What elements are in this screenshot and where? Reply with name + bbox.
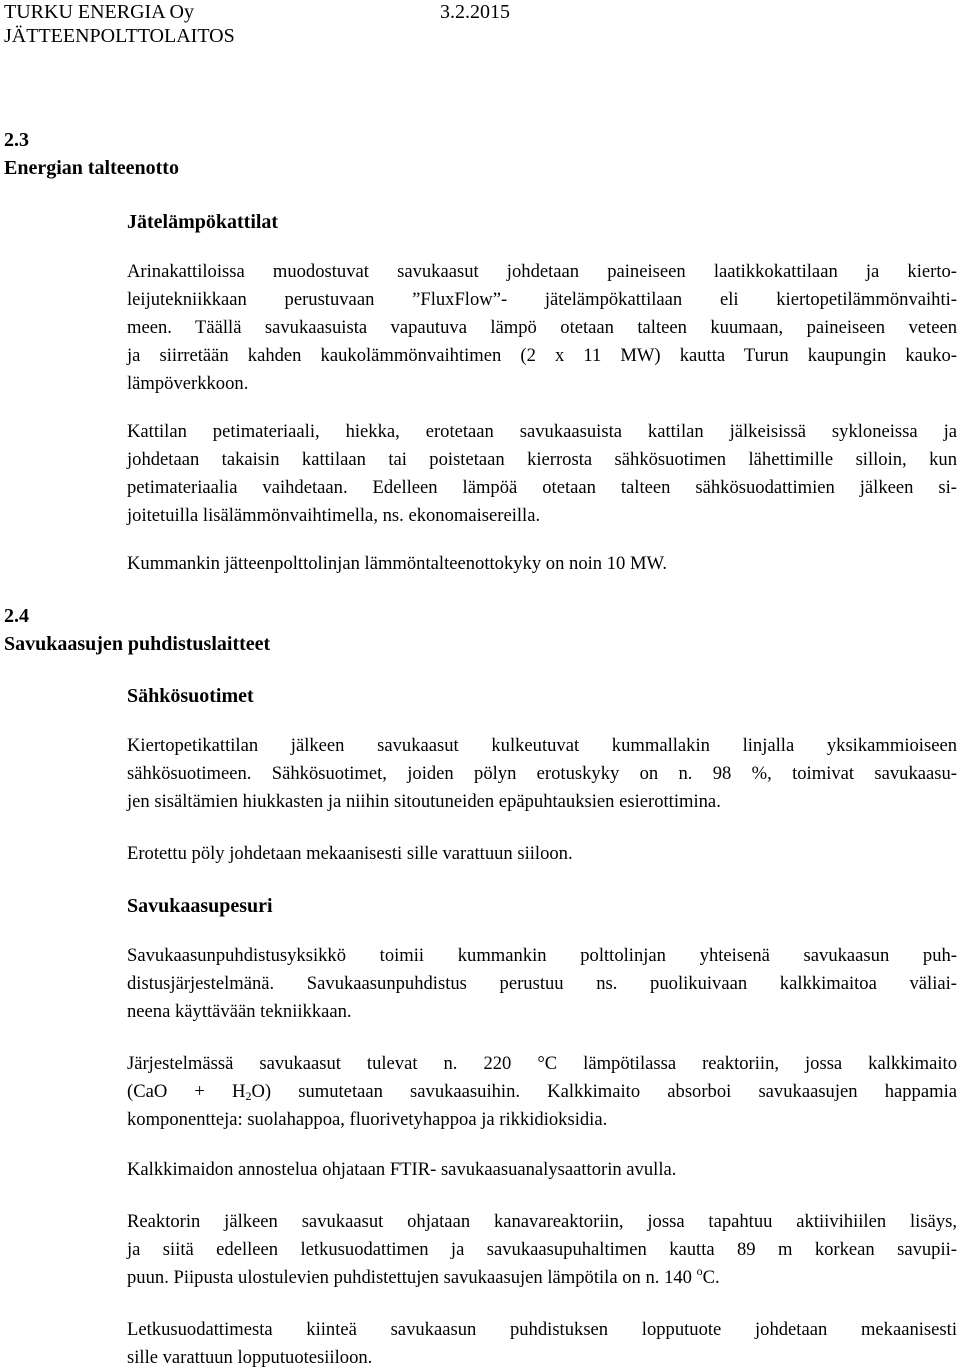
paragraph (127, 1156, 957, 1184)
section-number: 2.4 (4, 605, 29, 627)
superscript: o (696, 1264, 703, 1278)
text-line: Kattilan petimateriaali, hiekka, erotetaan savukaasuista kattilan jälkeisissä sykloneissa ja (127, 421, 957, 442)
text-fragment: O) sumutetaan savukaasuihin. Kalkkimaito absorboi savukaasujen happamia (251, 1081, 957, 1102)
text-line: distusjärjestelmänä. Savukaasunpuhdistus perustuu ns. puolikuivaan kalkkimaitoa väliai- (127, 973, 957, 994)
text-line: Erotettu pöly johdetaan mekaanisesti sille varattuun siiloon. (127, 843, 573, 864)
paragraph (127, 1316, 957, 1372)
text-line: komponentteja: suolahappoa, fluorivetyhappoa ja rikkidioksidia. (127, 1109, 608, 1130)
text-line: petimateriaalia vaihdetaan. Edelleen lämpöä otetaan talteen sähkösuodattimien jälkeen si- (127, 477, 957, 498)
paragraph (127, 840, 957, 868)
text-line: Savukaasunpuhdistusyksikkö toimii kummankin polttolinjan yhteisenä savukaasun puh- (127, 945, 957, 966)
paragraph (127, 1208, 957, 1292)
text-line: ja siirretään kahden kaukolämmönvaihtimen (2 x 11 MW) kautta Turun kaupungin kauko- (127, 345, 957, 366)
paragraph (127, 418, 957, 530)
text-line: lämpöverkkoon. (127, 373, 249, 394)
text-line: jen sisältämien hiukkasten ja niihin sitoutuneiden epäpuhtauksien esierottimina. (127, 791, 721, 812)
subsection-title: Sähkösuotimet (127, 685, 254, 707)
paragraph (127, 732, 957, 816)
text-line: Kummankin jätteenpolttolinjan lämmöntalteenottokyky on noin 10 MW. (127, 553, 668, 574)
section-title: Savukaasujen puhdistuslaitteet (4, 633, 271, 655)
header-plant: JÄTTEENPOLTTOLAITOS (4, 25, 235, 47)
text-fragment: C. (702, 1267, 720, 1288)
paragraph (127, 942, 957, 1026)
text-line: sähkösuotimeen. Sähkösuotimet, joiden pölyn erotuskyky on n. 98 %, toimivat savukaasu- (127, 763, 957, 784)
subscript: 2 (245, 1089, 252, 1103)
paragraph (127, 258, 957, 398)
text-line: neena käyttävään tekniikkaan. (127, 1001, 352, 1022)
text-line: sille varattuun lopputuotesiiloon. (127, 1347, 373, 1368)
text-line: meen. Täällä savukaasuista vapautuva lämpö otetaan talteen kuumaan, paineiseen veteen (127, 317, 957, 338)
text-line: Reaktorin jälkeen savukaasut ohjataan kanavareaktoriin, jossa tapahtuu aktiivihiilen lisäys, (127, 1211, 957, 1232)
text-line: johdetaan takaisin kattilaan tai poistetaan kierrosta sähkösuotimen lähettimille silloin, kun (127, 449, 957, 470)
subsection-title: Savukaasupesuri (127, 895, 273, 917)
header-company: TURKU ENERGIA Oy (4, 1, 194, 23)
paragraph (127, 550, 957, 578)
text-line (127, 1078, 957, 1106)
section-number: 2.3 (4, 129, 29, 151)
text-line: Letkusuodattimesta kiinteä savukaasun puhdistuksen lopputuote johdetaan mekaanisesti (127, 1319, 957, 1340)
text-line: joitetuilla lisälämmönvaihtimella, ns. ekonomaisereilla. (127, 505, 541, 526)
text-line: Järjestelmässä savukaasut tulevat n. 220 °C lämpötilassa reaktoriin, jossa kalkkimaito (127, 1053, 957, 1074)
text-line (127, 1264, 957, 1292)
section-title: Energian talteenotto (4, 157, 179, 179)
text-fragment: puun. Piipusta ulostulevien puhdistettujen savukaasujen lämpötila on n. 140 (127, 1267, 697, 1288)
text-line: Kiertopetikattilan jälkeen savukaasut kulkeutuvat kummallakin linjalla yksikammioiseen (127, 735, 957, 756)
text-line: Arinakattiloissa muodostuvat savukaasut johdetaan paineiseen laatikkokattilaan ja kierto- (127, 261, 957, 282)
header-date: 3.2.2015 (440, 1, 510, 23)
text-line: leijutekniikkaan perustuvaan ”FluxFlow”- jätelämpökattilaan eli kiertopetilämmönvaihti- (127, 289, 957, 310)
text-line: Kalkkimaidon annostelua ohjataan FTIR- savukaasuanalysaattorin avulla. (127, 1159, 677, 1180)
paragraph (127, 1050, 957, 1134)
text-fragment: (CaO + H (127, 1081, 246, 1102)
text-line: ja siitä edelleen letkusuodattimen ja savukaasupuhaltimen kautta 89 m korkean savupii- (127, 1239, 957, 1260)
subsection-title: Jätelämpökattilat (127, 211, 279, 233)
